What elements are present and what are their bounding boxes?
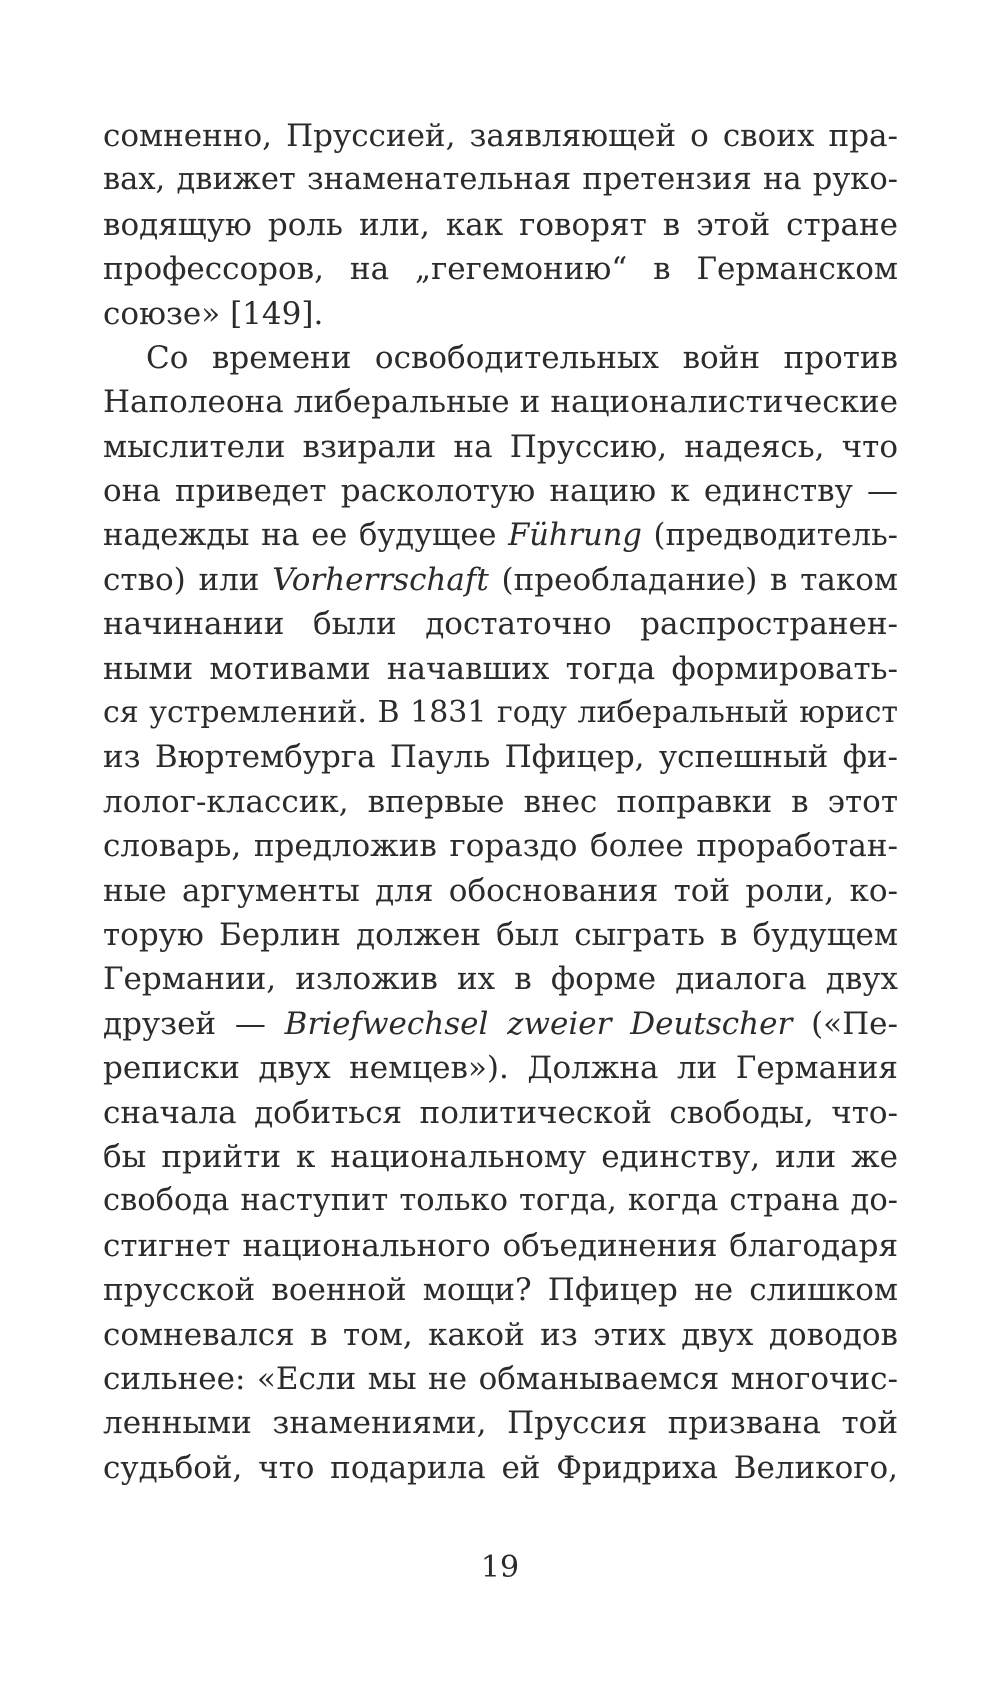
text-line: лолог-классик, впервые внес поправки в этот [103, 783, 898, 820]
text-line: водящую роль или, как говорят в этой стране [103, 206, 898, 243]
text-line: союзе» [149]. [103, 295, 324, 332]
text-segment: ство) или [103, 561, 273, 598]
text-segment: («Пе- [792, 1005, 898, 1042]
text-line: вах, движет знаменательная претензия на руко- [103, 162, 898, 198]
text-line: свобода наступит только тогда, когда страна до- [103, 1183, 898, 1219]
text-segment: (преобладание) в таком [488, 561, 898, 598]
text-line: сильнее: «Если мы не обманываемся многочис- [103, 1360, 898, 1397]
text-line: словарь, предложив гораздо более проработан- [103, 828, 898, 865]
text-line: ленными знамениями, Пруссия призвана той [103, 1405, 898, 1442]
italic-book-title: Briefwechsel zweier Deutscher [284, 1005, 793, 1042]
text-line: стигнет национального объединения благодаря [103, 1227, 898, 1264]
text-segment: надежды на ее будущее [103, 517, 509, 553]
text-line: она приведет расколотую нацию к единству — [103, 473, 898, 510]
text-line: сомневался в том, какой из этих двух доводов [103, 1316, 898, 1353]
italic-term-fuhrung: Führung [508, 517, 642, 553]
page-number: 19 [480, 1550, 520, 1585]
text-line: мыслители взирали на Пруссию, надеясь, что [103, 428, 898, 465]
text-line [103, 558, 898, 602]
text-line: из Вюртембурга Пауль Пфицер, успешный фи- [103, 739, 898, 776]
text-segment: друзей — [103, 1005, 285, 1042]
text-line: ся устремлений. В 1831 году либеральный юрист [103, 695, 898, 731]
text-line: судьбой, что подарила ей Фридриха Великого, [103, 1449, 898, 1486]
body-text [103, 114, 898, 1490]
text-line: прусской военной мощи? Пфицер не слишком [103, 1272, 898, 1309]
italic-term-vorherrschaft: Vorherrschaft [272, 561, 489, 598]
text-line: ные аргументы для обоснования той роли, ко- [103, 872, 898, 909]
text-line: сомненно, Пруссией, заявляющей о своих пра- [103, 118, 898, 154]
text-segment: (предводитель- [641, 517, 898, 553]
text-line: реписки двух немцев»). Должна ли Германия [103, 1050, 898, 1087]
text-line: бы прийти к национальному единству, или же [103, 1138, 898, 1175]
text-line: Германии, изложив их в форме диалога двух [103, 961, 898, 998]
text-line: торую Берлин должен был сыграть в будущем [103, 917, 898, 954]
text-line: начинании были достаточно распространен- [103, 606, 898, 643]
text-line [103, 1002, 898, 1046]
text-line: сначала добиться политической свободы, что- [103, 1094, 898, 1131]
text-line: ными мотивами начавших тогда формировать- [103, 650, 898, 687]
text-line [103, 514, 898, 558]
paragraph-first-line: Со времени освободительных войн против [146, 339, 898, 376]
text-line: профессоров, на „гегемонию“ в Германском [103, 251, 898, 288]
text-line: Наполеона либеральные и националистические [103, 384, 898, 421]
